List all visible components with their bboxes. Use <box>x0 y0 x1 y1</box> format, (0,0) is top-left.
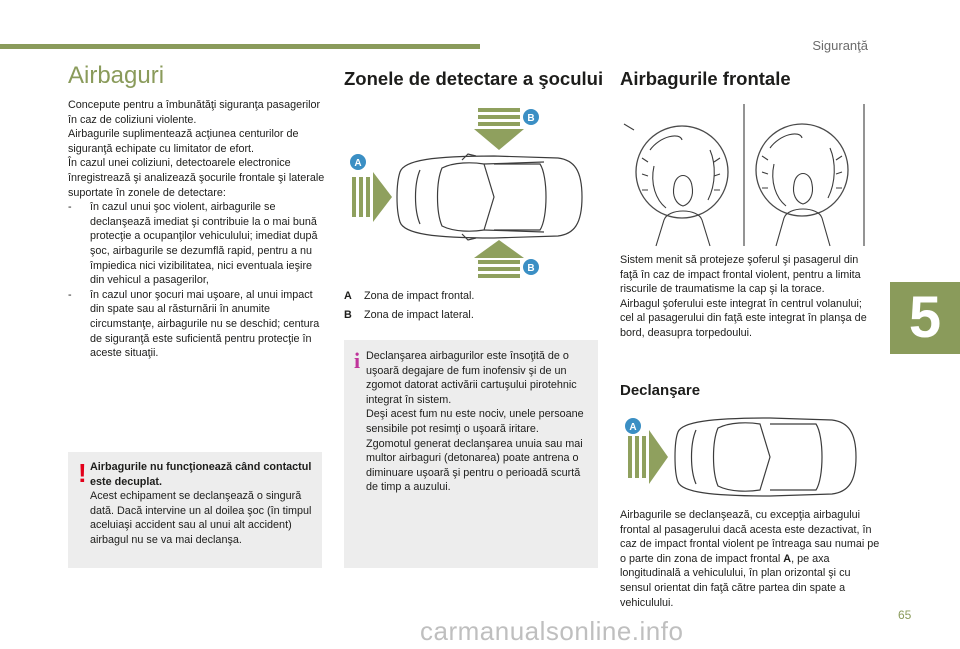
info-paragraph: Deşi acest fum nu este nociv, unele persoane sensibile pot resimţi o uşoară iritare. <box>366 408 584 435</box>
watermark: carmanualsonline.info <box>420 616 684 646</box>
zones-legend <box>344 289 598 322</box>
side-impact-arrow-top <box>474 108 524 150</box>
page-number: 65 <box>898 608 912 622</box>
list-item: - în cazul unor şocuri mai uşoare, al unui impact din spate sau al răsturnării în anumite circumstanţe, airbagurile nu se deschid; centura de siguranţă este suficientă pentru protecţie în aceste situaţii. <box>68 288 320 360</box>
col3-body <box>620 253 878 341</box>
col1-paragraph: Airbagurile suplimentează acţiunea centurilor de siguranţă echipate cu limitator de efort. <box>68 128 299 155</box>
info-box <box>344 340 598 568</box>
label-a-text: A <box>354 158 362 169</box>
detection-zones-illustration <box>344 100 600 280</box>
col3-deploy-text: Airbagurile se declanşează, cu excepţia airbagului frontal al pasagerului dacă acesta este dezactivat, în caz de impact frontal violent pe întreaga sau numai pe o parte din zona de impact frontal A, pe axa longitudinală a vehiculului, în plan orizontal şi cu sensul orientat din faţă către partea din spate a vehiculului. <box>620 509 880 609</box>
legend-item: A Zona de impact frontal. <box>344 290 475 302</box>
info-icon: i <box>354 348 361 373</box>
frontal-impact-illustration <box>620 410 880 498</box>
warning-icon: ! <box>78 458 87 488</box>
list-item: - în cazul unui şoc violent, airbagurile se declanşează imediat şi contribuie la o mai bună protecţie a ocupanţilor vehiculului; imediat după şoc, airbagurile se dezumflă rapid, pentru a nu împiedica nici vizibilitatea, nici eventuala ieşire din vehicul a pasagerilor, <box>68 201 318 287</box>
warning-box <box>68 452 322 568</box>
label-b-text: B <box>527 263 535 274</box>
warning-text: Acest echipament se declanşează o singură dată. Dacă intervine un al doilea şoc (în timpul aceluiaşi accident sau al unui alt accident) airbagul nu se va mai declanşa. <box>90 490 312 546</box>
label-a-text: A <box>629 422 637 433</box>
info-paragraph: Declanşarea airbagurilor este însoţită de o uşoară degajare de fum inofensiv şi de un zgomot datorat activării cartuşului pirotehnic integrat în sistem. <box>366 350 577 406</box>
header-accent-bar <box>0 44 480 49</box>
col3-paragraph: Sistem menit să protejeze şoferul şi pasagerul din faţă în caz de impact frontal violent, pentru a limita riscurile de traumatisme la cap şi la torace. <box>620 254 861 296</box>
zone-a-ref: A <box>783 552 792 565</box>
frontal-impact-arrow <box>352 172 392 222</box>
car-top-view <box>675 418 856 496</box>
frontal-airbags-illustration <box>620 100 874 248</box>
col3-paragraph: Airbagul şoferului este integrat în centrul volanului; cel al pasagerului din faţă este integrat în planşa de bord, deasupra torpedoului. <box>620 297 867 339</box>
legend-item: B Zona de impact lateral. <box>344 308 474 321</box>
frontal-airbags-title: Airbagurile frontale <box>620 68 791 89</box>
col1-paragraph: Concepute pentru a îmbunătăţi siguranţa pasagerilor în caz de coliziuni violente. <box>68 99 321 126</box>
side-impact-arrow-bottom <box>474 240 524 278</box>
airbags-title: Airbaguri <box>68 62 165 89</box>
label-b-text: B <box>527 113 535 124</box>
section-label: Siguranţă <box>812 38 868 53</box>
col1-paragraph: În cazul unei coliziuni, detectoarele electronice înregistrează şi analizează şocurile frontale şi laterale suportate în zonele de detectare: <box>68 157 325 199</box>
detection-zones-title: Zonele de detectare a şocului <box>344 68 604 89</box>
info-paragraph: Zgomotul generat declanşarea unuia sau mai multor airbaguri (detonarea) poate antrena o diminuare uşoară şi pentru o perioadă scurtă de timp a auzului. <box>366 437 583 494</box>
chapter-tab: 5 <box>890 282 960 354</box>
car-top-view <box>397 154 582 240</box>
col1-body <box>68 98 326 361</box>
warning-bold-text: Airbagurile nu funcţionează când contactul este decuplat. <box>90 461 312 488</box>
deployment-subtitle: Declanşare <box>620 382 701 399</box>
frontal-impact-arrow <box>628 430 668 484</box>
